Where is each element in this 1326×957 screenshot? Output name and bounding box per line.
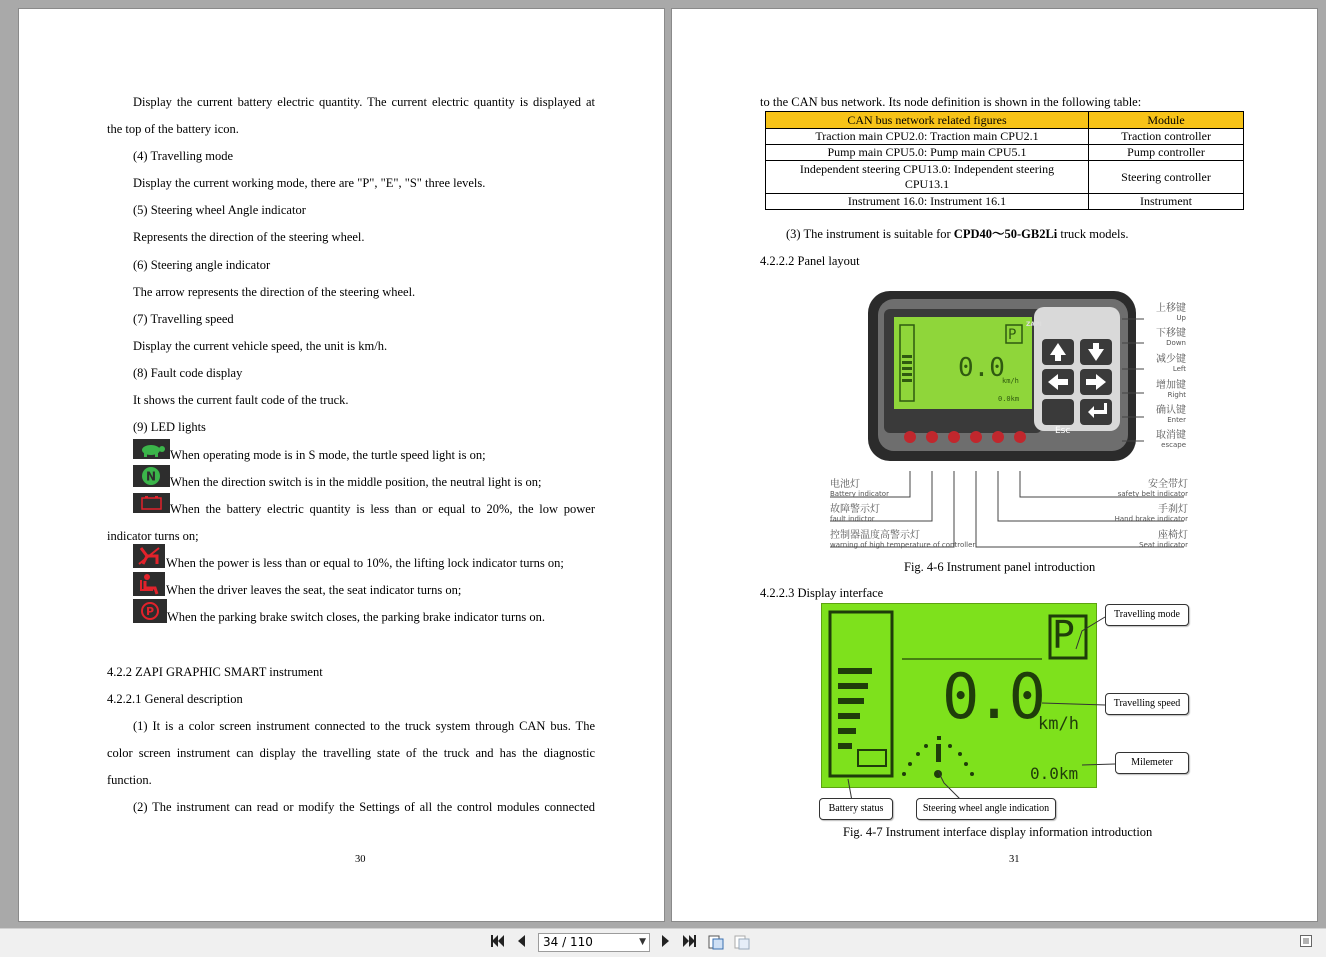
- lcd-mode: P: [1052, 613, 1075, 657]
- label-cn: 控制器温度高警示灯: [830, 530, 920, 541]
- label-en: safety belt indicator: [1117, 490, 1188, 498]
- paragraph: color screen instrument can display the travelling state of the truck and has the diagnostic: [107, 746, 595, 760]
- paragraph: Display the current battery electric quantity. The current electric quantity is displayed at: [133, 95, 595, 109]
- page-number: 31: [1009, 854, 1020, 865]
- table-header: Module: [1089, 112, 1244, 129]
- panel-mode: P: [1008, 327, 1017, 343]
- table-cell: Pump controller: [1089, 145, 1244, 161]
- svg-text:N: N: [145, 469, 157, 484]
- paragraph: (2) The instrument can read or modify the Settings of all the control modules connected: [133, 800, 595, 814]
- label-cn: 增加键: [1156, 380, 1186, 391]
- lcd-display-figure: [821, 603, 1097, 788]
- key-label-enter: [1156, 405, 1186, 424]
- callout-travelling-speed: Travelling speed: [1105, 693, 1189, 715]
- label-en: fault indictor: [830, 515, 875, 523]
- label-en: Seat indicator: [1139, 541, 1188, 549]
- parking-brake-icon: [133, 599, 167, 623]
- page-number: 30: [355, 854, 366, 865]
- battery-icon: [133, 493, 170, 513]
- panel-speed: 0.0: [958, 353, 1005, 383]
- paragraph: function.: [107, 773, 152, 787]
- paragraph: Represents the direction of the steering wheel.: [133, 230, 365, 244]
- paragraph: Display the current vehicle speed, the unit is km/h.: [133, 339, 388, 353]
- label-en: Down: [1166, 339, 1186, 347]
- right-page: [671, 8, 1318, 922]
- label-cn: 取消键: [1156, 430, 1186, 441]
- lcd-speed: 0.0: [942, 660, 1042, 733]
- led-text-parking: When the parking brake switch closes, the parking brake indicator turns on.: [167, 610, 546, 624]
- panel-speed-unit: km/h: [1002, 377, 1019, 385]
- fit-page-icon[interactable]: [706, 934, 726, 952]
- callout-steering-angle: Steering wheel angle indication: [916, 798, 1056, 820]
- callout-travelling-mode: Travelling mode: [1105, 604, 1189, 626]
- instrument-panel-figure: [822, 285, 1192, 557]
- heading-fault-code: (8) Fault code display: [133, 366, 243, 380]
- section-heading: 4.2.2.2 Panel layout: [760, 254, 860, 268]
- label-cn: 座椅灯: [1158, 530, 1188, 541]
- label-temperature-warning: [830, 530, 975, 549]
- paragraph: [786, 227, 1128, 242]
- heading-led-lights: (9) LED lights: [133, 420, 206, 434]
- heading-steering-wheel: (5) Steering wheel Angle indicator: [133, 203, 306, 217]
- key-label-down: [1156, 328, 1186, 347]
- led-text-turtle: When operating mode is in S mode, the turtle speed light is on;: [170, 448, 486, 462]
- label-cn: 电池灯: [830, 479, 860, 490]
- figure-caption: Fig. 4-7 Instrument interface display information introduction: [843, 825, 1153, 839]
- table-cell: Steering controller: [1089, 161, 1244, 194]
- heading-steering-angle: (6) Steering angle indicator: [133, 258, 271, 272]
- paragraph-text: truck models.: [1057, 227, 1129, 241]
- prev-page-icon[interactable]: [512, 934, 532, 952]
- table-row: [766, 129, 1244, 145]
- label-en: warning of high temperature of controller: [830, 541, 976, 549]
- led-text-neutral: When the direction switch is in the middle position, the neutral light is on;: [170, 475, 542, 489]
- key-label-left: [1156, 354, 1186, 373]
- table-cell: Traction main CPU2.0: Traction main CPU2.1: [766, 129, 1089, 145]
- can-bus-table: [765, 111, 1244, 210]
- led-text-battery: When the battery electric quantity is less than or equal to 20%, the low power: [170, 502, 595, 516]
- section-heading: 4.2.2.3 Display interface: [760, 586, 884, 600]
- label-en: Hand brake indicator: [1114, 515, 1188, 523]
- panel-odo: 0.0km: [998, 395, 1020, 403]
- chevron-down-icon[interactable]: ▼: [639, 937, 646, 947]
- page-number-value: 34 / 110: [543, 935, 593, 949]
- truck-model: CPD40～50-GB2Li: [953, 227, 1058, 241]
- label-cn: 上移键: [1156, 303, 1186, 314]
- paragraph: the top of the battery icon.: [107, 122, 239, 136]
- table-cell: Instrument 16.0: Instrument 16.1: [766, 194, 1089, 210]
- paragraph: The arrow represents the direction of the steering wheel.: [133, 285, 416, 299]
- lift-lock-icon: [133, 544, 165, 568]
- table-row: [766, 161, 1244, 194]
- label-cn: 手刹灯: [1158, 504, 1188, 515]
- table-row: [766, 145, 1244, 161]
- label-safety-belt: [1118, 479, 1188, 498]
- label-en: Right: [1167, 391, 1186, 399]
- table-cell: Traction controller: [1089, 129, 1244, 145]
- paragraph: (1) It is a color screen instrument connected to the truck system through CAN bus. The: [133, 719, 595, 733]
- svg-text:P: P: [145, 605, 155, 618]
- label-hand-brake: [1115, 504, 1188, 523]
- neutral-icon: [133, 465, 170, 487]
- lcd-speed-unit: km/h: [1038, 714, 1079, 734]
- fit-width-icon[interactable]: [732, 934, 752, 952]
- page-number-field[interactable]: [538, 933, 650, 952]
- brand-logo: ZAPI: [1026, 321, 1042, 328]
- label-battery-indicator: [830, 479, 889, 498]
- left-page: [18, 8, 665, 922]
- figure-caption: Fig. 4-6 Instrument panel introduction: [904, 560, 1096, 574]
- table-cell: Pump main CPU5.0: Pump main CPU5.1: [766, 145, 1089, 161]
- label-en: Battery indicator: [830, 490, 889, 498]
- label-en: Up: [1176, 314, 1186, 322]
- label-cn: 下移键: [1156, 328, 1186, 339]
- heading-travelling-mode: (4) Travelling mode: [133, 149, 233, 163]
- turtle-icon: [133, 439, 170, 459]
- key-label-up: [1156, 303, 1186, 322]
- paragraph: It shows the current fault code of the truck.: [133, 393, 349, 407]
- led-text-lift-lock: When the power is less than or equal to 10%, the lifting lock indicator turns on;: [166, 556, 564, 570]
- first-page-icon[interactable]: [487, 934, 507, 952]
- heading-travelling-speed: (7) Travelling speed: [133, 312, 234, 326]
- callout-milemeter: Milemeter: [1115, 752, 1189, 774]
- paragraph: Display the current working mode, there are "P", "E", "S" three levels.: [133, 176, 486, 190]
- viewer-toolbar: [0, 928, 1326, 957]
- lcd-odometer: 0.0km: [1030, 764, 1079, 783]
- last-page-icon[interactable]: [680, 934, 700, 952]
- table-header: CAN bus network related figures: [766, 112, 1089, 129]
- section-heading: 4.2.2.1 General description: [107, 692, 243, 706]
- paragraph: to the CAN bus network. Its node definition is shown in the following table:: [760, 95, 1142, 109]
- label-seat: [1139, 530, 1188, 549]
- label-en: Enter: [1167, 416, 1186, 424]
- sidebar-icon[interactable]: [1296, 934, 1316, 952]
- label-cn: 确认键: [1156, 405, 1186, 416]
- esc-key-label: Esc: [1055, 426, 1071, 436]
- paragraph-text: (3) The instrument is suitable for: [786, 227, 954, 241]
- section-heading: 4.2.2 ZAPI GRAPHIC SMART instrument: [107, 665, 323, 679]
- label-cn: 安全带灯: [1148, 479, 1188, 490]
- table-header-row: [766, 112, 1244, 129]
- led-text-seat: When the driver leaves the seat, the seat indicator turns on;: [166, 583, 462, 597]
- led-text-battery-cont: indicator turns on;: [107, 529, 199, 543]
- label-en: escape: [1161, 441, 1186, 449]
- next-page-icon[interactable]: [655, 934, 675, 952]
- label-cn: 故障警示灯: [830, 504, 880, 515]
- table-cell: Instrument: [1089, 194, 1244, 210]
- key-label-right: [1156, 380, 1186, 399]
- label-en: Left: [1172, 365, 1186, 373]
- table-row: [766, 194, 1244, 210]
- seat-icon: [133, 572, 165, 596]
- label-fault-indicator: [830, 504, 880, 523]
- table-cell: Independent steering CPU13.0: Independent steering CPU13.1: [766, 161, 1089, 194]
- callout-battery-status: Battery status: [819, 798, 893, 820]
- key-label-escape: [1156, 430, 1186, 449]
- label-cn: 减少键: [1156, 354, 1186, 365]
